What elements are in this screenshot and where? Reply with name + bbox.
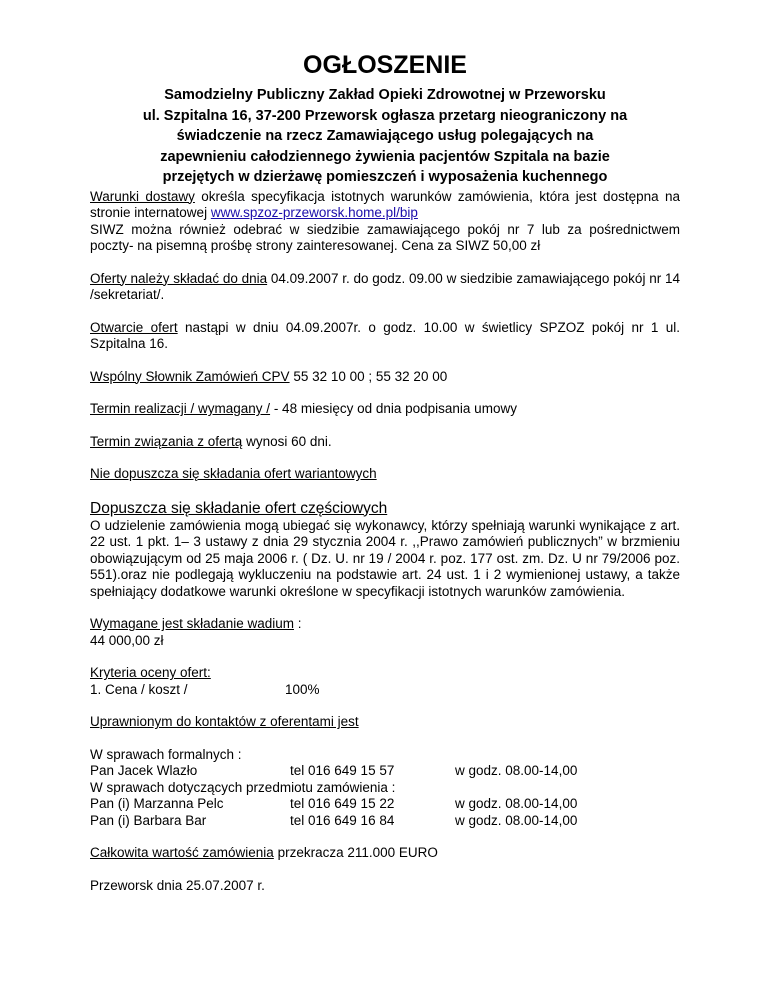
offers-deadline [90, 271, 680, 304]
total-value [90, 845, 680, 862]
completion-term-label: Termin realizacji / wymagany / [90, 401, 271, 416]
bid-bond-suffix: : [293, 616, 302, 631]
binding-term [90, 434, 680, 451]
partial-offers-heading: Dopuszcza się składanie ofert częściowych [90, 499, 388, 517]
total-value-label: Całkowita wartość zamówienia [90, 845, 274, 860]
announcement-page [90, 50, 680, 894]
document-title: OGŁOSZENIE [303, 51, 467, 79]
contacts-heading: Uprawnionym do kontaktów z oferentami jest [90, 714, 359, 729]
delivery-terms-text: określa specyfikacja istotnych warunków zamówienia, która jest dostępna na stronie internatowej [90, 188, 680, 220]
subtitle-line: zapewnieniu całodziennego żywienia pacjentów Szpitala na bazie [160, 148, 610, 165]
offers-opening-text: nastąpi w dniu 04.09.2007r. o godz. 10.00 w świetlicy SPZOZ pokój nr 1 ul. Szpitalna 16. [90, 319, 680, 351]
offers-opening-label: Otwarcie ofert [90, 319, 178, 335]
delivery-terms [90, 189, 680, 222]
cpv-text: 55 32 10 00 ; 55 32 20 00 [289, 368, 448, 384]
formal-matters-header: W sprawach formalnych : [90, 746, 242, 762]
participation-conditions: O udzielenie zamówienia mogą ubiegać się wykonawcy, którzy spełniają warunki wynikające z art. 22 ust. 1 pkt. 1– 3 ustawy z dnia 29 stycznia 2004 r. ,,Prawo zamówień publicznych” w brzmieniu obowiązującym od 25 maja 2006 r. ( Dz. U. nr 19 / 2004 r. poz. 177 ost. zm. Dz. U nr 79/2006 poz. 551).oraz nie podlegają wykluczeniu na podstawie art. 24 ust. 1 i 2 wymienionej ustawy, a także spełniający dodatkowe warunki określone w specyfikacji istotnych warunków zamówienia. [90, 517, 680, 599]
cpv-codes [90, 369, 680, 386]
criteria-heading: Kryteria oceny ofert: [90, 665, 211, 680]
subtitle-line: ul. Szpitalna 16, 37-200 Przeworsk ogłasza przetarg nieograniczony na [142, 107, 628, 124]
offers-deadline-label: Oferty należy składać do dnia [90, 270, 268, 286]
criteria-item [90, 682, 680, 699]
bid-bond-value: 44 000,00 zł [90, 632, 164, 648]
contact-row [90, 813, 680, 830]
total-value-text: przekracza 211.000 EURO [273, 845, 438, 860]
criteria-item-name: 1. Cena / koszt / [90, 681, 188, 697]
subtitle-line: przejętych w dzierżawę pomieszczeń i wyposażenia kuchennego [162, 169, 608, 185]
contact-phone: tel 016 649 15 22 [290, 796, 395, 811]
contact-phone: tel 016 649 16 84 [290, 812, 395, 828]
contact-name: Pan Jacek Wlazło [90, 763, 198, 778]
contact-name: Pan (i) Marzanna Pelc [90, 796, 224, 811]
completion-term-text: - 48 miesięcy od dnia podpisania umowy [270, 401, 517, 416]
contact-hours: w godz. 08.00-14,00 [455, 796, 578, 811]
subtitle-line: Samodzielny Publiczny Zakład Opieki Zdrowotnej w Przeworsku [164, 87, 606, 103]
place-date: Przeworsk dnia 25.07.2007 r. [90, 877, 265, 893]
offers-opening [90, 320, 680, 353]
completion-term [90, 401, 680, 418]
contact-phone: tel 016 649 15 57 [290, 763, 395, 778]
delivery-terms-label: Warunki dostawy [90, 188, 195, 204]
bid-bond [90, 616, 680, 633]
subtitle-block [90, 86, 680, 187]
contact-name: Pan (i) Barbara Bar [90, 812, 207, 828]
criteria-item-weight: 100% [285, 681, 320, 697]
subtitle-line: świadczenie na rzecz Zamawiającego usług polegających na [176, 128, 594, 144]
cpv-label: Wspólny Słownik Zamówień CPV [90, 368, 290, 384]
contact-hours: w godz. 08.00-14,00 [455, 812, 578, 828]
contact-hours: w godz. 08.00-14,00 [455, 763, 578, 778]
variant-offers-note: Nie dopuszcza się składania ofert wariantowych [90, 466, 377, 481]
binding-term-label: Termin związania z ofertą [90, 433, 243, 449]
bid-bond-label: Wymagane jest składanie wadium [90, 616, 294, 631]
bip-link[interactable]: www.spzoz-przeworsk.home.pl/bip [210, 205, 418, 220]
contact-row [90, 763, 680, 780]
siwz-info: SIWZ można również odebrać w siedzibie zamawiającego pokój nr 7 lub za pośrednictwem poczty- na pisemną prośbę strony zainteresowanej. Cena za SIWZ 50,00 zł [90, 221, 680, 253]
subject-matters-header: W sprawach dotyczących przedmiotu zamówienia : [90, 779, 396, 795]
binding-term-text: wynosi 60 dni. [242, 433, 332, 449]
offers-deadline-text: 04.09.2007 r. do godz. 09.00 w siedzibie zamawiającego pokój nr 14 /sekretariat/. [90, 270, 680, 302]
contact-row [90, 796, 680, 813]
